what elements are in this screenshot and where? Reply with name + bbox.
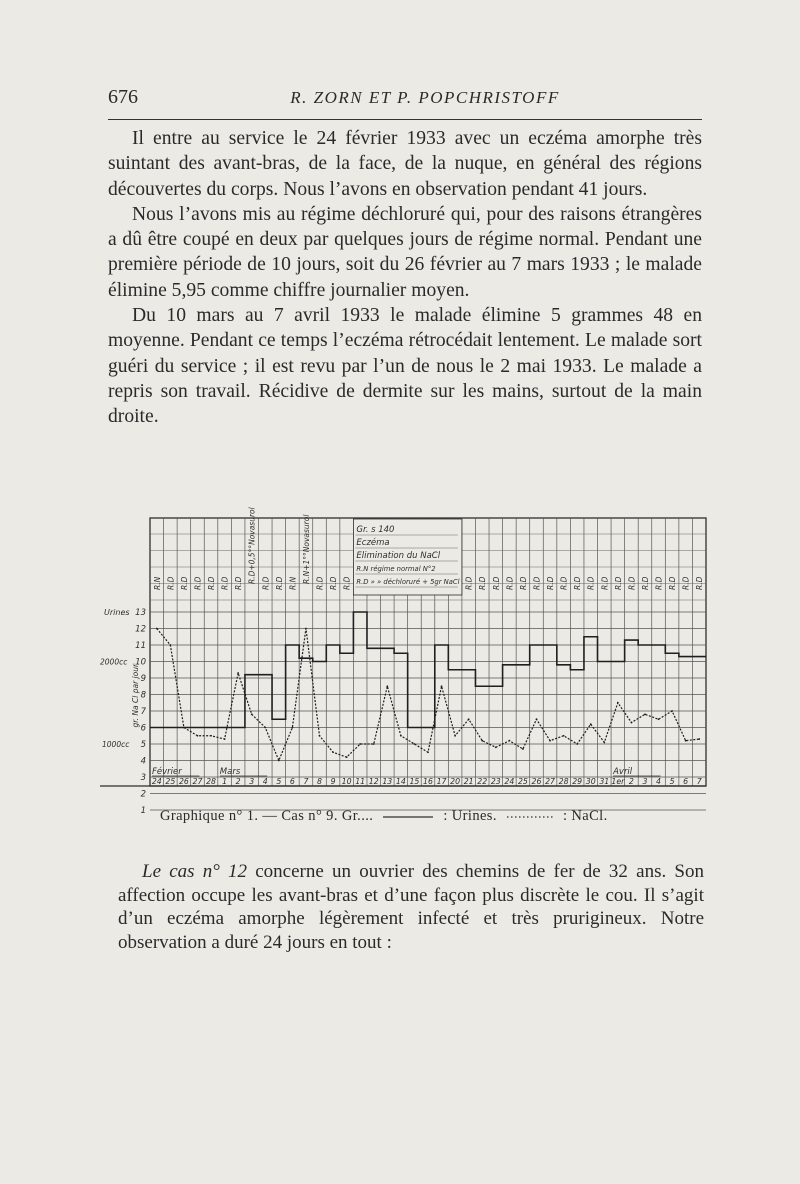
x-tick-label: 22 <box>477 777 488 786</box>
x-tick-label: 6 <box>289 777 295 786</box>
legend-box-line: Elimination du NaCl <box>356 551 441 561</box>
month-label: Avril <box>613 767 633 777</box>
diet-label: R.D <box>532 576 542 590</box>
x-tick-label: 9 <box>330 777 336 786</box>
y-label-2000: 2000cc <box>100 657 128 667</box>
nacl-data-point <box>685 740 687 742</box>
nacl-data-point <box>305 628 307 630</box>
y-label-rotated: gr. Na Cl par jour <box>131 663 140 728</box>
diet-label: R.D <box>207 576 217 590</box>
legend-box-line: R.D » » déchloruré + 5gr NaCl <box>356 578 460 586</box>
x-tick-label: 26 <box>178 777 189 786</box>
y-tick-label: 9 <box>140 674 146 684</box>
nacl-data-point <box>563 735 565 737</box>
y-tick-label: 5 <box>140 740 146 750</box>
diet-label: R.D+0,5°°Novasurol <box>247 507 257 584</box>
chart-legend-box <box>353 519 461 595</box>
nacl-data-point <box>658 718 660 720</box>
diet-label: R.D <box>315 576 325 590</box>
diet-label: R.D <box>478 576 488 590</box>
x-tick-label: 26 <box>531 777 542 786</box>
x-tick-label: 3 <box>249 777 255 786</box>
y-label-urines: Urines <box>104 608 130 617</box>
diet-label: R.D <box>329 576 339 590</box>
x-tick-label: 27 <box>192 777 203 786</box>
nacl-data-point <box>359 743 361 745</box>
y-tick-label: 11 <box>135 641 146 651</box>
legend-box-line: Eczéma <box>356 538 390 548</box>
x-tick-label: 31 <box>599 777 610 786</box>
paragraph: Il entre au service le 24 février 1933 avec un eczéma amorphe très suintant des avant-bras, de la face, de la nuque, en général des régions découvertes du corps. Nous l’avons en observation pendant 41 jours. <box>108 128 702 200</box>
paragraph: Du 10 mars au 7 avril 1933 le malade élimine 5 grammes 48 en moyenne. Pendant ce temps l’eczéma rétrocédait lentement. Le malade sort guéri du service ; il est revu par l’un de nous le 2 mai 1933. Le malade a repris son travail. Récidive de dermite sur les mains, surtout de la main droite. <box>108 305 702 428</box>
diet-label: R.D <box>518 576 528 590</box>
nacl-data-point <box>278 760 280 762</box>
y-tick-label: 2 <box>140 789 146 800</box>
nacl-data-point <box>590 723 592 725</box>
nacl-data-point <box>183 727 185 729</box>
caption-prefix: Graphique n° 1. — Cas n° 9. Gr.... <box>160 808 374 824</box>
nacl-data-point <box>481 740 483 742</box>
nacl-data-point <box>617 702 619 704</box>
diet-label: R.D <box>613 576 623 590</box>
x-tick-label: 5 <box>669 777 675 786</box>
month-label: Mars <box>219 767 241 777</box>
x-tick-label: 15 <box>409 777 420 786</box>
nacl-data-point <box>197 735 199 737</box>
y-tick-label: 10 <box>135 657 146 668</box>
y-tick-label: 6 <box>140 723 146 734</box>
x-tick-label: 25 <box>165 777 176 786</box>
x-tick-label: 20 <box>450 777 461 786</box>
x-tick-label: 13 <box>382 777 393 786</box>
nacl-data-point <box>400 735 402 737</box>
x-tick-label: 7 <box>303 777 309 786</box>
nacl-data-point <box>522 748 524 750</box>
diet-label: R.D <box>546 576 556 590</box>
diet-label: R.N+1°°Novasurol <box>301 514 311 584</box>
legend-box-line: R.N régime normal N°2 <box>356 565 436 573</box>
running-head: R. ZORN ET P. POPCHRISTOFF <box>290 88 560 107</box>
diet-label: R.D <box>505 576 515 590</box>
nacl-data-point <box>454 735 456 737</box>
urines-legend-line <box>383 814 433 820</box>
nacl-data-point <box>427 751 429 753</box>
x-tick-label: 6 <box>683 777 689 786</box>
body-text-bottom <box>118 860 704 954</box>
x-tick-label: 2 <box>235 777 241 786</box>
body-text-top <box>108 126 702 430</box>
x-tick-label: 30 <box>585 777 596 786</box>
nacl-data-point <box>156 628 158 630</box>
nacl-data-point <box>414 743 416 745</box>
x-tick-label: 12 <box>368 777 379 786</box>
diet-label: R.D <box>166 576 176 590</box>
diet-label: R.D <box>600 576 610 590</box>
x-tick-label: 17 <box>436 777 447 786</box>
page-header <box>108 86 702 116</box>
diet-label: R.D <box>274 576 284 590</box>
diet-label: R.D <box>668 576 678 590</box>
x-tick-label: 21 <box>463 777 474 786</box>
y-tick-label: 4 <box>140 756 146 767</box>
nacl-data-point <box>251 713 253 715</box>
x-tick-label: 4 <box>262 777 268 786</box>
y-label-1000: 1000cc <box>102 740 130 749</box>
x-tick-label: 1 <box>222 777 228 786</box>
paragraph-text: concerne un ouvrier des chemins de fer de 32 ans. Son affection occupe les avant-bras et d’une façon plus discrète le cou. Il s’agit d’un eczéma amorphe légèrement infecté et très prurigineux. Notre observation a duré 24 jours en tout : <box>118 861 704 953</box>
nacl-data-point <box>291 727 293 729</box>
y-tick-label: 13 <box>135 608 146 618</box>
nacl-data-point <box>495 746 497 748</box>
x-tick-label: 29 <box>572 777 583 786</box>
diet-label: R.D <box>234 576 244 590</box>
y-tick-label: 3 <box>140 773 146 783</box>
x-tick-label: 27 <box>545 777 556 786</box>
x-tick-label: 16 <box>423 777 433 786</box>
nacl-data-point <box>549 740 551 742</box>
diet-label: R.D <box>179 576 189 590</box>
x-tick-label: 28 <box>206 777 216 786</box>
diet-label: R.D <box>559 576 569 590</box>
nacl-data-point <box>264 727 266 729</box>
x-tick-label: 11 <box>355 777 366 786</box>
nacl-data-point <box>576 743 578 745</box>
nacl-data-point <box>346 756 348 758</box>
x-tick-label: 8 <box>317 777 322 786</box>
y-tick-label: 12 <box>135 624 146 635</box>
nacl-data-point <box>224 738 226 740</box>
case-label: Le cas n° 12 <box>142 861 248 882</box>
diet-label: R.D <box>640 576 650 590</box>
header-rule <box>108 119 702 120</box>
y-tick-label: 1 <box>140 806 146 816</box>
nacl-data-point <box>319 735 321 737</box>
diet-label: R.D <box>464 576 474 590</box>
diet-label: R.D <box>586 576 596 590</box>
nacl-data-point <box>332 751 334 753</box>
x-tick-label: 25 <box>517 777 528 786</box>
x-tick-label: 10 <box>341 777 352 786</box>
x-tick-label: 1er <box>611 777 625 786</box>
nacl-data-point <box>169 644 171 646</box>
y-tick-label: 7 <box>140 707 146 717</box>
nacl-data-point <box>237 672 239 674</box>
x-tick-label: 14 <box>395 777 406 786</box>
diet-label: R.N <box>152 576 162 590</box>
nacl-legend-line <box>507 814 553 820</box>
x-tick-label: 2 <box>628 777 634 786</box>
nacl-data-point <box>698 738 700 740</box>
nacl-data-point <box>373 743 375 745</box>
nacl-data-point <box>603 741 605 743</box>
paragraph <box>118 860 704 954</box>
nacl-data-point <box>671 710 673 712</box>
diet-label: R.D <box>654 576 664 590</box>
nacl-data-point <box>441 685 443 687</box>
caption-nacl-label: : NaCl. <box>562 808 608 824</box>
urines-series-line <box>150 612 706 728</box>
nacl-data-point <box>644 713 646 715</box>
x-tick-label: 24 <box>151 777 162 786</box>
diet-label: R.N <box>288 576 298 590</box>
x-axis <box>152 766 702 786</box>
nacl-data-point <box>631 722 633 724</box>
chart-series <box>150 612 706 761</box>
nacl-data-point <box>210 735 212 737</box>
diet-label: R.D <box>491 576 501 590</box>
diet-label: R.D <box>681 576 691 590</box>
diet-label: R.D <box>220 576 230 590</box>
y-tick-label: 8 <box>140 690 146 701</box>
diet-label: R.D <box>573 576 583 590</box>
nacl-data-point <box>536 718 538 720</box>
nacl-data-point <box>386 685 388 687</box>
diet-label: R.D <box>193 576 203 590</box>
nacl-data-point <box>508 740 510 742</box>
diet-label: R.D <box>695 576 705 590</box>
diet-label: R.D <box>261 576 271 590</box>
x-tick-label: 7 <box>696 777 702 786</box>
page-number: 676 <box>108 86 138 108</box>
caption-urines-label: : Urines. <box>443 808 497 824</box>
nacl-data-point <box>468 718 470 720</box>
figure-caption <box>160 808 680 825</box>
x-tick-label: 23 <box>490 777 501 786</box>
x-tick-label: 24 <box>504 777 515 786</box>
x-tick-label: 28 <box>558 777 569 786</box>
legend-box-line: Gr. s 140 <box>356 525 395 535</box>
month-label: Février <box>152 767 182 777</box>
paragraph: Nous l’avons mis au régime déchloruré qui, pour des raisons étrangères a dû être coupé en deux par quelques jours de régime normal. Pendant une première période de 10 jours, soit du 26 février au 7 mars 1933 ; le malade élimine 5,95 comme chiffre journalier moyen. <box>108 203 702 301</box>
x-tick-label: 5 <box>276 777 282 786</box>
x-tick-label: 3 <box>642 777 648 786</box>
y-axis <box>100 608 147 816</box>
x-tick-label: 4 <box>656 777 662 786</box>
diet-label: R.D <box>342 576 352 590</box>
diet-label: R.D <box>627 576 637 590</box>
